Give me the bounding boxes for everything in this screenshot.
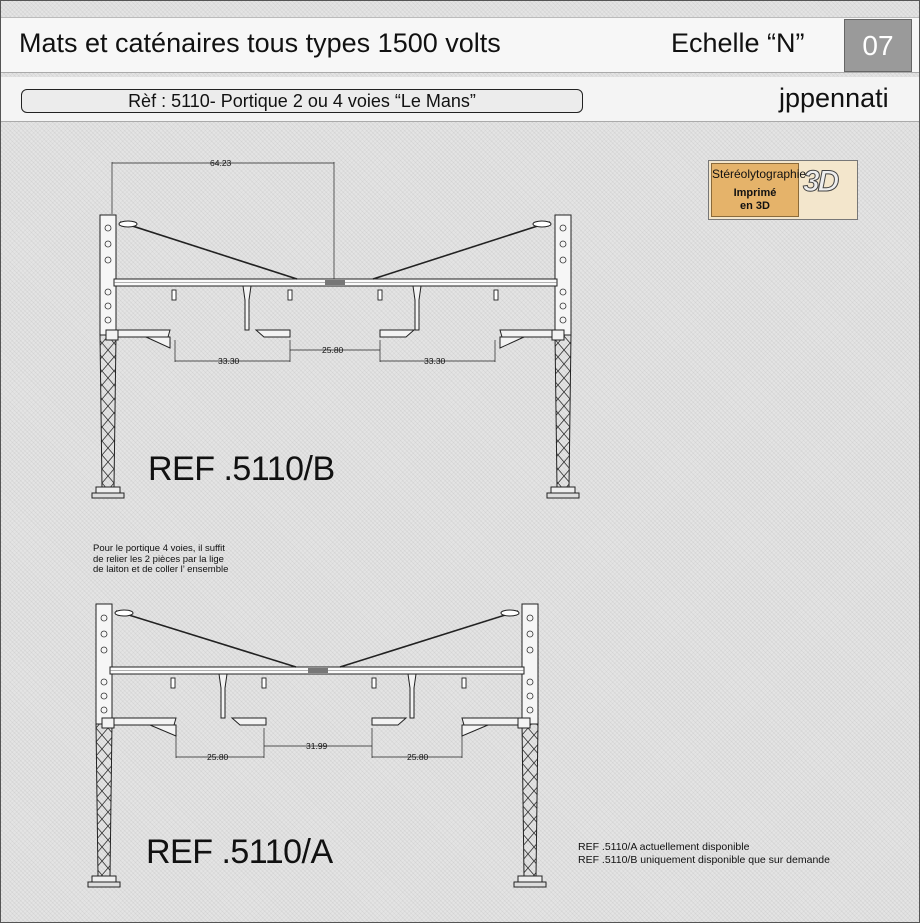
dim-a-left: 25.80 <box>207 752 229 762</box>
portal-a-cross-beam <box>110 667 524 674</box>
dim-a-center: 31.99 <box>306 741 328 751</box>
portal-b-stays <box>119 221 551 279</box>
dim-a-right: 25.80 <box>407 752 429 762</box>
portal-a-left-mast <box>88 604 120 887</box>
portal-b-left-mast <box>92 215 124 498</box>
availability-note <box>578 841 830 867</box>
dim-b-center: 25.80 <box>322 345 344 355</box>
page-number-badge: 07 <box>844 19 912 72</box>
portal-a-cantilevers <box>102 718 530 736</box>
dim-b-right: 33.30 <box>424 356 446 366</box>
dim-b-left: 33.30 <box>218 356 240 366</box>
portal-b-right-mast <box>547 215 579 498</box>
portal-a-stays <box>115 610 519 667</box>
portal-b-insulators <box>172 290 498 300</box>
assembly-note <box>93 544 323 576</box>
portal-a-insulators <box>171 678 466 688</box>
logo-line-3: en 3D <box>740 200 770 212</box>
portal-b-hangers <box>243 286 421 330</box>
logo-line-1: Stéréolytographie <box>712 167 807 181</box>
availability-line-1: REF .5110/A actuellement disponible <box>578 841 750 853</box>
page-title: Mats et caténaires tous types 1500 volts <box>19 28 501 58</box>
logo-line-2: Imprimé <box>733 187 777 199</box>
logo-3d-mark: 3D <box>803 165 838 198</box>
dim-b-top: 64.23 <box>210 158 232 168</box>
reference-label: Rèf : 5110- Portique 2 ou 4 voies “Le Mans” <box>21 89 583 113</box>
drawing-b-label: REF .5110/B <box>148 450 335 488</box>
portal-a-hangers <box>219 674 416 718</box>
author-name: jppennati <box>779 83 889 113</box>
assembly-note-line-3: de laiton et de coller l’ ensemble <box>93 564 229 575</box>
assembly-note-line-1: Pour le portique 4 voies, il suffit <box>93 543 225 554</box>
availability-line-2: REF .5110/B uniquement disponible que sur demande <box>578 854 830 866</box>
drawing-a-label: REF .5110/A <box>146 833 333 871</box>
portal-b <box>92 158 579 498</box>
portal-b-cross-beam <box>114 279 557 286</box>
portal-a-right-mast <box>514 604 546 887</box>
scale-label: Echelle “N” <box>671 28 805 58</box>
assembly-note-line-2: de relier les 2 pièces par la lige <box>93 553 224 565</box>
